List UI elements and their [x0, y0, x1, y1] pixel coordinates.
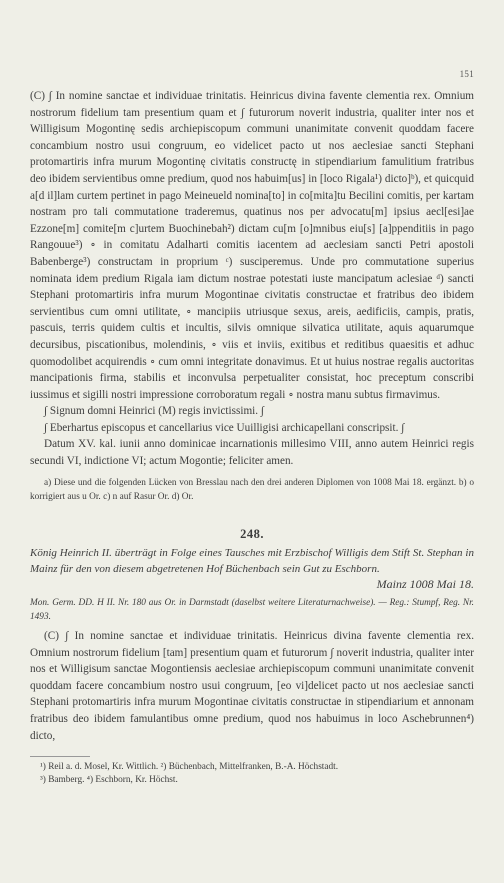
recognition-line: ∫ Eberhartus episcopus et cancellarius vice Uuilligisi archicapellani conscripsit. ∫ [44, 421, 405, 434]
document-247 [30, 88, 474, 504]
document-date: Mainz 1008 Mai 18. [376, 577, 474, 592]
document-248 [30, 526, 474, 745]
regest-summary [30, 546, 474, 593]
footnote-line: ¹) Reil a. d. Mosel, Kr. Wittlich. ²) Büchenbach, Mittelfranken, B.-A. Höchstadt. [40, 762, 339, 772]
source-line: Mon. Germ. DD. H II. Nr. 180 aus Or. in Darmstadt (daselbst weitere Literaturnachweise). — Reg.: Stumpf, Reg. Nr. 1493. [30, 598, 474, 622]
page-number: 151 [459, 69, 474, 79]
document-number: 248. [240, 526, 264, 541]
charter-body-248: (C) ∫ In nomine sanctae et individuae trinitatis. Heinricus divina favente clementia rex. Omnium nostrorum fidelium [tam] presentium quam et futurorum ∫ noverit industria, qualiter inter nos et Willigisum sanctae Mogontiensis aeclesiae archiepiscopum communi unanimitate convenit quoddam facere concambium nostro usui congruum, [eo vi]delicet pacto ut nos aeclesiae sancti Stephani protomartiris infra murum Mogontinae civitatis constructae in stipendiarium et annonam fratribus deo ibidem famulantibus omne predium, quod nos habuimus in loco Aschebrunnen⁴) dicto, [30, 630, 474, 742]
text-notes: a) Diese und die folgenden Lücken von Bresslau nach den drei anderen Diplomen von 1008 Mai 18. ergänzt. b) o korrigiert aus u Or. c) n auf Rasur Or. d) Or. [30, 477, 474, 502]
main-text [30, 88, 474, 744]
footnote-rule [30, 756, 90, 757]
signum-line: ∫ Signum domni Heinrici (M) regis invictissimi. ∫ [44, 405, 264, 418]
dating-line: Datum XV. kal. iunii anno dominicae incarnationis millesimo VIII, anno autem Heinrici regis secundi VI, indictione VI; actum Mogontie; feliciter amen. [30, 438, 474, 468]
summary-text: König Heinrich II. überträgt in Folge eines Tausches mit Erzbischof Willigis dem Stift St. Stephan in Mainz für den von diesem abgetretenen Hof Büchenbach sein Gut zu Eschborn. [30, 547, 474, 575]
footnotes [30, 756, 474, 787]
footnote-line: ³) Bamberg. ⁴) Eschborn, Kr. Höchst. [40, 775, 178, 785]
charter-body: (C) ∫ In nomine sanctae et individuae trinitatis. Heinricus divina favente clementia rex. Omnium nostrorum fidelium tam presentium quam et ∫ futurorum noverit industria, qualiter inter nos et Willigisum Mogontinę sedis archiepiscopum communi unanimitate convenit quoddam facere concambium nostro usui congruum, eo videlicet pacto ut nos aeclesiae sancti Stephani protomartiris infra murum Mogontinę civitatis constructę in stipendiarium famulitium fratribus deo ibidem servientibus omne predium, quod nos habuim[us] in [loco Rigala¹) dicto]ᵇ), et quicquid a[d il]lam curtem pertinet in pago Meineueld nomina[to] in co[mita]tu Becilini comitis, per kartam nostram pro tali commutatione traderemus, quatinus nos per advocatu[m] ipsius aecl[esi]ae Ezzone[m] comite[m c]urtem Buochinebah²) dictam cu[m [o]mnibus eiu[s] [a]ppenditiis in pago Rangouue³) ∘ in comitatu Adalharti comitis iacentem ad aeclesiam sancti Petri apostoli Babenberge³) constructam in proprium ᶜ) susciperemus. Unde pro commutatione superius nominata idem predium Rigala iam dictum nostrae potestati iuste mancipatum aclesiae ᵈ) sancti Stephani protomartiris infra murum Mogontinae civitatis constructae et fratribus deo ibidem servientibus cum omni utilitate, ∘ mancipiis utriusque sexus, areis, aedificiis, campis, pratis, pascuis, terris quidem cultis et incultis, silvis omnique silvatica utilitate, aquis aquarumque decursibus, piscationibus, molendinis, ∘ viis et inviis, exitibus et reditibus quaesitis et adhuc quomodolibet acquirendis ∘ cum omni integritate donavimus. Et ut huius nostrae regalis auctoritas mancipationis firma, stabilis et inconvulsa perpetualiter consistat, hoc preceptum conscribi iussimus et sigilli nostri impressione corroboratum regali ∘ nostra manu subtus firmavimus. [30, 90, 474, 401]
